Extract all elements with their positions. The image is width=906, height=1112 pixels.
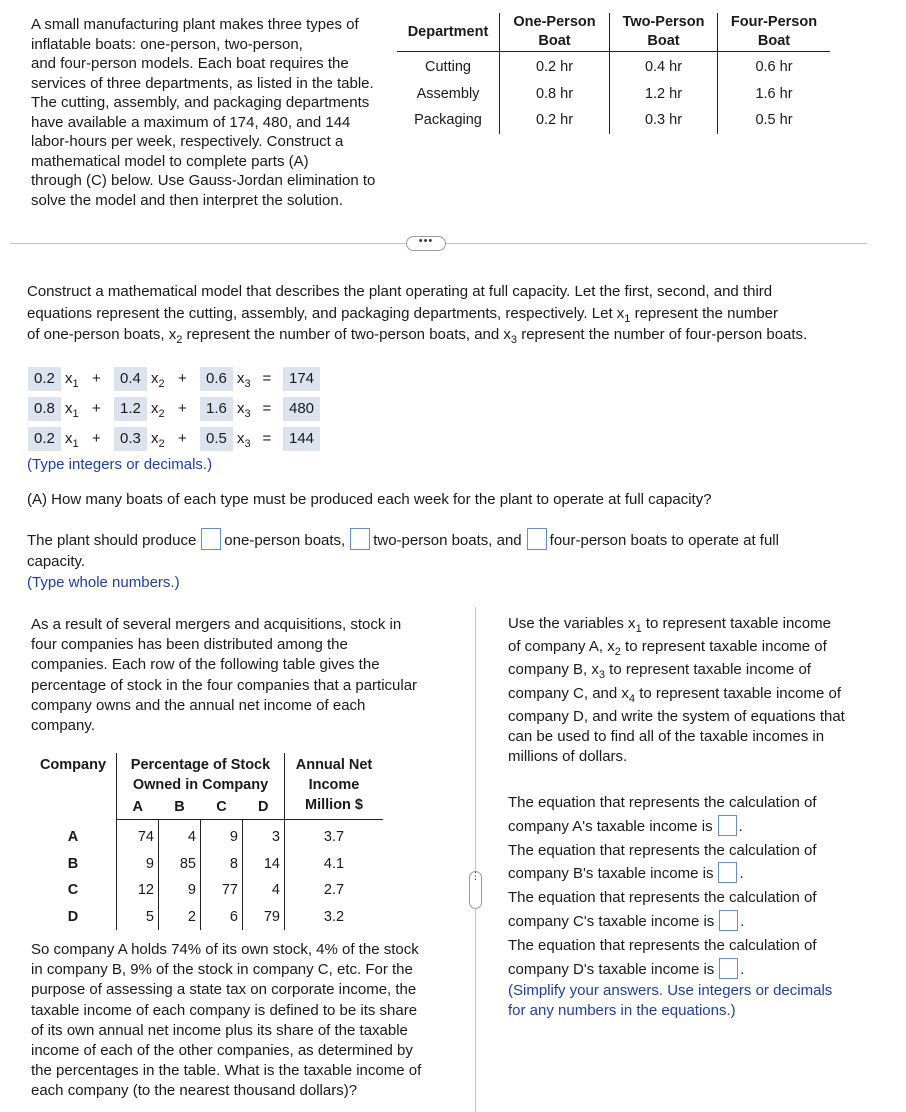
explanation-line: income of each of the other companies, as determined by — [31, 1042, 413, 1060]
vertical-more-button[interactable]: ⋮ — [469, 871, 482, 909]
table-cell: 5 — [117, 904, 159, 931]
table-cell: 12 — [117, 877, 159, 904]
intro-line: companies. Each row of the following table gives the — [31, 656, 380, 674]
explanation-line: in company B, 9% of the stock in company C, etc. For the — [31, 961, 413, 979]
table-cell: 4 — [159, 820, 201, 851]
instruction-line: company D, and write the system of equations that — [508, 707, 845, 725]
intro-line: have available a maximum of 174, 480, and 144 — [31, 113, 351, 131]
four-person-boats-input[interactable] — [527, 528, 547, 550]
equation-prompt: company C's taxable income is . — [508, 910, 817, 934]
table-cell: 0.4 hr — [610, 52, 718, 81]
intro-line: A small manufacturing plant makes three types of — [31, 16, 359, 33]
rhs-input[interactable]: 174 — [283, 367, 320, 391]
intro-line: percentage of stock in the four companies that a particular — [31, 676, 418, 694]
table-cell: 8 — [201, 851, 243, 878]
table-cell: 6 — [201, 904, 243, 931]
intro-line: company. — [31, 717, 95, 735]
intro-line: four companies has been distributed among the — [31, 636, 348, 654]
explanation-line: taxable income of each company is defined to be its share — [31, 1001, 418, 1019]
table-cell: 0.8 hr — [500, 81, 610, 108]
table-cell: C — [30, 877, 117, 904]
table-cell: B — [30, 851, 117, 878]
intro-line: As a result of several mergers and acquisitions, stock in — [31, 616, 402, 633]
equation-prompt: company A's taxable income is . — [508, 815, 817, 839]
explanation-line: the percentages in the table. What is the taxable income of — [31, 1062, 422, 1080]
intro-line: labor-hours per week, respectively. Construct a — [31, 133, 344, 150]
answer-line: The plant should produce one-person boats, two-person boats, and four-person boats to operate at full — [27, 528, 887, 551]
company-c-equation-input[interactable] — [719, 910, 738, 931]
table-subheader: A — [117, 795, 159, 820]
table-row — [397, 52, 830, 81]
intro-line: The cutting, assembly, and packaging departments — [31, 94, 370, 111]
answer-line: capacity. — [27, 553, 86, 570]
instruction-line: of company A, $x_2$ to represent taxable income of — [508, 638, 827, 659]
table-cell: 9 — [117, 851, 159, 878]
column-divider — [475, 607, 476, 1112]
problem2-intro — [31, 615, 417, 736]
equation-row: 0.2 $x_1 + 0.3$ $x_2 + 0.5$ $x_3 = 144$ — [28, 427, 320, 451]
table-subheader: D — [243, 795, 285, 820]
rhs-input[interactable]: 144 — [283, 427, 320, 451]
company-d-equation-input[interactable] — [719, 958, 738, 979]
table-row — [30, 877, 383, 904]
two-person-boats-input[interactable] — [350, 528, 370, 550]
stock-ownership-table — [30, 753, 383, 930]
equation-prompt: The equation that represents the calculation of — [508, 794, 817, 811]
table-cell: 2.7 — [323, 882, 345, 898]
table-cell: 85 — [159, 851, 201, 878]
explanation-line: So company A holds 74% of its own stock, 4% of the stock — [31, 941, 419, 958]
table-cell: Cutting — [397, 52, 500, 81]
table-header: One-Person Boat — [500, 13, 610, 52]
table-cell: 0.5 hr — [755, 112, 793, 128]
problem2-explanation — [31, 940, 421, 1102]
intro-line: company owns and the annual net income of each — [31, 696, 366, 714]
equations-hint: (Type integers or decimals.) — [27, 456, 213, 473]
table-row — [30, 904, 383, 931]
department-hours-table — [397, 13, 830, 134]
table-cell: 3 — [243, 820, 285, 851]
intro-line: solve the model and then interpret the solution. — [31, 191, 343, 209]
rhs-input[interactable]: 480 — [283, 397, 320, 421]
table-cell: A — [30, 820, 117, 851]
intro-line: services of three departments, as listed in the table. — [31, 74, 374, 92]
table-row — [397, 107, 830, 134]
instruction-line: Use the variables $x_1$ to represent taxable income — [508, 615, 831, 635]
instruction-line: of one-person boats, $x_2$ represent the number of two-person boats, and $x_3$ represent the number of four-person boats. — [27, 326, 808, 346]
coefficient-input[interactable]: 0.3 — [114, 427, 147, 451]
hint-line: for any numbers in the equations.) — [508, 1002, 736, 1020]
table-cell: D — [30, 904, 117, 931]
table-header: Annual Net Income Million $ — [285, 753, 384, 820]
equation-prompt: The equation that represents the calculation of — [508, 936, 817, 954]
table-subheader: B — [159, 795, 201, 820]
instruction-line: can be used to find all of the taxable incomes in — [508, 728, 825, 746]
table-cell: 0.2 hr — [500, 107, 610, 134]
explanation-line: purpose of assessing a state tax on corporate income, the — [31, 981, 417, 999]
table-cell: 9 — [159, 877, 201, 904]
explanation-line: of its own annual net income plus its share of the taxable — [31, 1021, 408, 1039]
intro-line: inflatable boats: one-person, two-person, — [31, 35, 303, 53]
equation-row: 0.8 $x_1 + 1.2$ $x_2 + 1.6$ $x_3 = 480$ — [28, 397, 320, 421]
explanation-line: each company (to the nearest thousand dollars)? — [31, 1082, 358, 1100]
table-cell: 4 — [243, 877, 285, 904]
expand-more-button[interactable]: ••• — [406, 236, 446, 251]
table-cell: Assembly — [397, 81, 500, 108]
model-instructions — [27, 281, 807, 346]
instruction-line: company B, $x_3$ to represent taxable income of — [508, 661, 811, 682]
instruction-line: millions of dollars. — [508, 748, 628, 766]
table-cell: 74 — [117, 820, 159, 851]
instruction-line: Construct a mathematical model that describes the plant operating at full capacity. Let the first, second, and third — [27, 283, 773, 300]
instruction-line: equations represent the cutting, assembly, and packaging departments, respectively. Let $x_1$ represent the number — [27, 304, 779, 325]
taxable-income-equations — [508, 791, 817, 981]
problem1-intro — [31, 15, 375, 210]
coefficient-input[interactable]: 0.4 — [114, 367, 147, 391]
table-cell: 0.6 hr — [755, 59, 793, 75]
coefficient-input[interactable]: 0.2 — [28, 367, 61, 391]
question-a: (A) How many boats of each type must be produced each week for the plant to operate at full capacity? — [27, 491, 712, 508]
table-cell: 1.2 hr — [610, 81, 718, 108]
equation-row: 0.2 $x_1 + 0.4$ $x_2 + 0.6$ $x_3 = 174$ — [28, 367, 320, 391]
hint-line: (Simplify your answers. Use integers or decimals — [508, 982, 833, 999]
table-header: Four-Person Boat — [718, 13, 831, 52]
intro-line: through (C) below. Use Gauss-Jordan elimination to — [31, 172, 376, 189]
table-header: Two-Person Boat — [610, 13, 718, 52]
table-cell: 1.6 hr — [755, 85, 793, 102]
table-cell: 0.3 hr — [610, 107, 718, 134]
table-subheader: C — [201, 795, 243, 820]
table-cell: 14 — [243, 851, 285, 878]
equation-prompt: company B's taxable income is . — [508, 862, 817, 886]
coefficient-input[interactable]: 1.2 — [114, 397, 147, 421]
company-a-equation-input[interactable] — [718, 815, 737, 836]
table-cell: 3.2 — [323, 908, 345, 925]
equation-prompt: The equation that represents the calculation of — [508, 841, 817, 859]
simplify-hint — [508, 981, 832, 1021]
table-header: Department — [397, 13, 500, 52]
variables-instructions — [508, 614, 845, 767]
coefficient-input[interactable]: 0.6 — [200, 367, 233, 391]
equation-prompt: The equation that represents the calculation of — [508, 889, 817, 907]
answer-hint: (Type whole numbers.) — [27, 574, 180, 591]
instruction-line: company C, and $x_4$ to represent taxable income of — [508, 684, 841, 705]
coefficient-input[interactable]: 1.6 — [200, 397, 233, 421]
table-cell: 79 — [243, 904, 285, 931]
one-person-boats-input[interactable] — [201, 528, 221, 550]
table-cell: Packaging — [397, 107, 500, 134]
table-cell: 4.1 — [323, 855, 345, 872]
intro-line: mathematical model to complete parts (A) — [31, 152, 309, 170]
table-row — [397, 81, 830, 108]
coefficient-input[interactable]: 0.5 — [200, 427, 233, 451]
intro-line: and four-person models. Each boat requires the — [31, 55, 349, 72]
coefficient-input[interactable]: 0.2 — [28, 427, 61, 451]
table-cell: 0.2 hr — [500, 52, 610, 81]
table-row — [30, 820, 383, 851]
table-cell: 77 — [201, 877, 243, 904]
equation-prompt: company D's taxable income is . — [508, 958, 817, 982]
coefficient-input[interactable]: 0.8 — [28, 397, 61, 421]
answer-a-sentence — [27, 528, 887, 593]
company-b-equation-input[interactable] — [718, 862, 737, 883]
table-cell: 2 — [159, 904, 201, 931]
table-cell: 3.7 — [323, 829, 345, 845]
table-cell: 9 — [201, 820, 243, 851]
table-header: Percentage of Stock Owned in Company — [117, 753, 285, 795]
table-header: Company — [30, 753, 117, 820]
table-row — [30, 851, 383, 878]
